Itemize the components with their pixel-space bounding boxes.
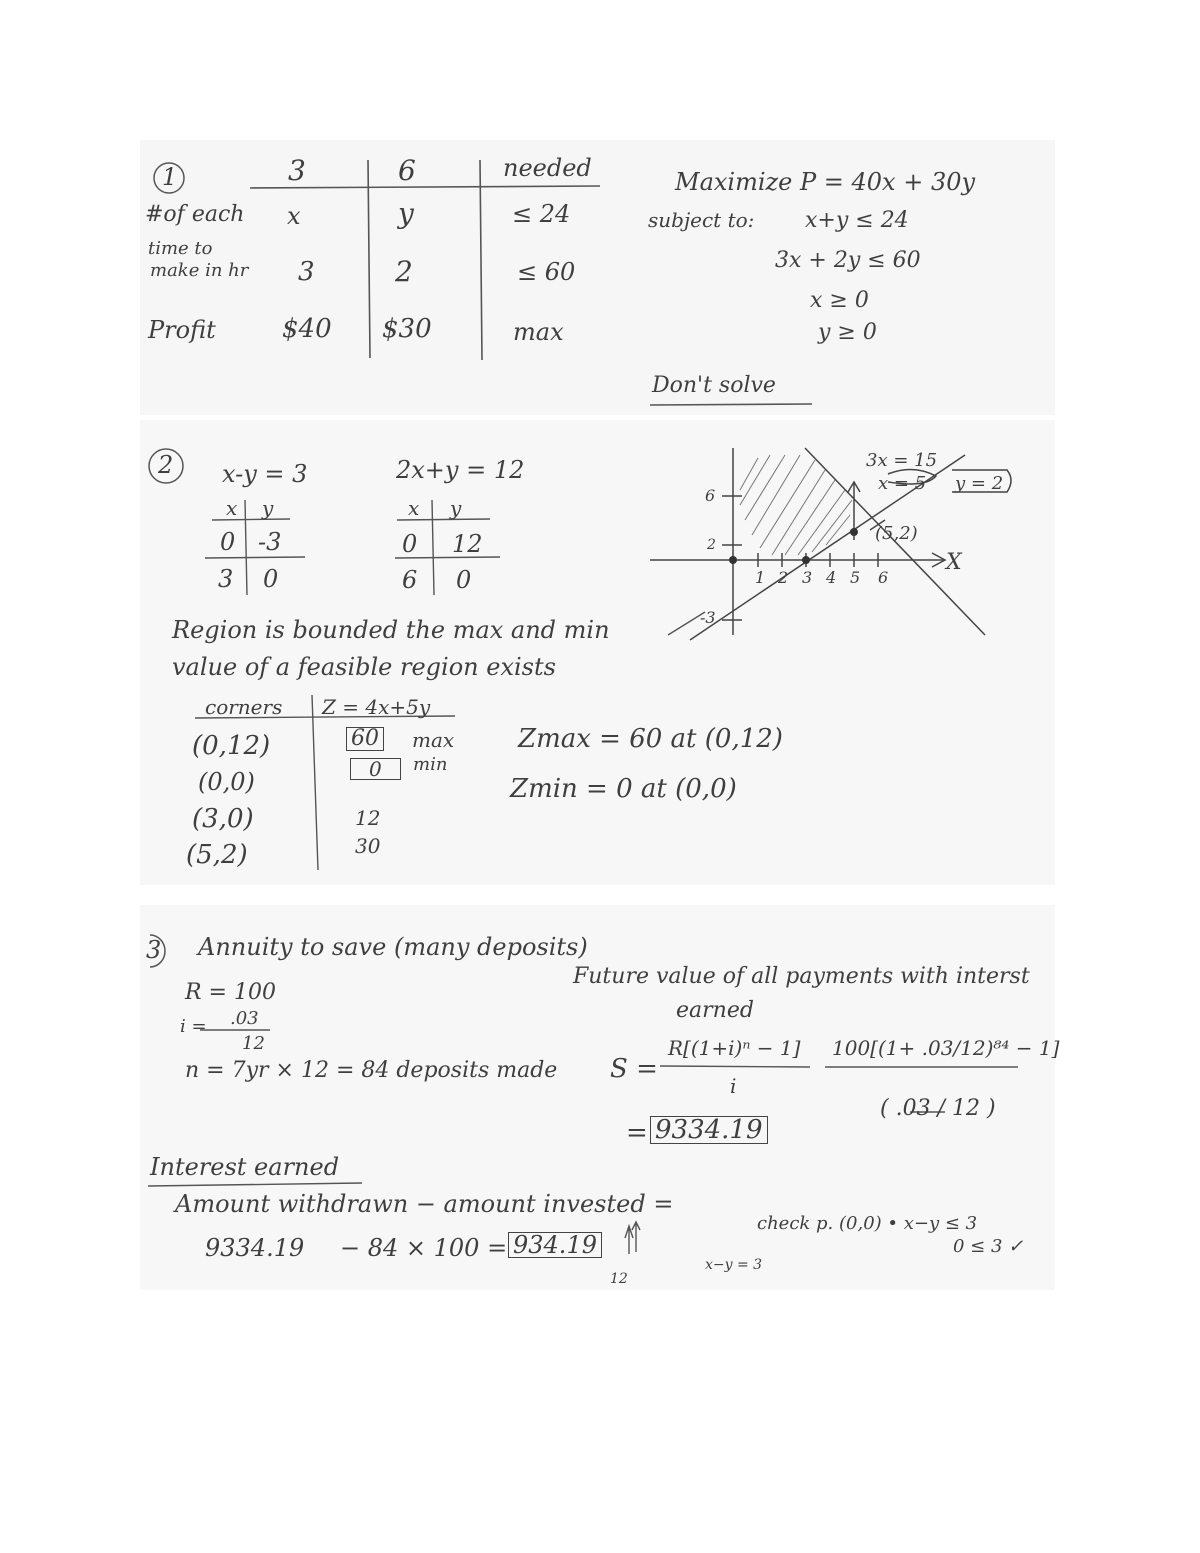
p1-col-needed: needed xyxy=(503,154,592,182)
p1-row1-a: x xyxy=(287,202,301,230)
p1-col-a: 3 xyxy=(288,154,306,187)
p3-i-bottom: 12 xyxy=(242,1033,265,1054)
zmin-line: Zmin = 0 at (0,0) xyxy=(510,774,737,804)
p3-interest-calc-1: 9334.19 xyxy=(205,1234,305,1262)
graph-y-tick-neg3: -3 xyxy=(700,608,716,627)
graph-y-tick-2: 2 xyxy=(707,537,716,553)
z-header: Z = 4x+5y xyxy=(322,695,431,719)
graph-label-y2: y = 2 xyxy=(955,473,1004,494)
p3-check: check p. (0,0) • x−y ≤ 3 xyxy=(757,1213,978,1234)
p1-constraint-2: 3x + 2y ≤ 60 xyxy=(775,248,921,273)
p3-i-label: i = xyxy=(180,1016,207,1037)
p2-eq2-r1y: 12 xyxy=(452,530,483,558)
p3-interest-line: Amount withdrawn − amount invested = xyxy=(175,1190,674,1218)
p1-col-b: 6 xyxy=(398,154,416,187)
p2-eq1-r2x: 3 xyxy=(218,565,234,593)
p2-eq2-r2y: 0 xyxy=(456,566,472,594)
p2-eq1: x-y = 3 xyxy=(222,460,308,488)
p3-formula-num: R[(1+i)ⁿ − 1] xyxy=(668,1036,801,1060)
graph-label-x5: x = 5 xyxy=(878,473,927,494)
p3-sub-num: 100[(1+ .03/12)⁸⁴ − 1] xyxy=(832,1036,1060,1060)
corner-point-3: (3,0) xyxy=(192,804,254,834)
p1-constraint-4: y ≥ 0 xyxy=(818,320,877,345)
p1-constraint-3: x ≥ 0 xyxy=(810,288,869,313)
corner-z-1: 60 xyxy=(346,727,384,751)
p1-row3-needed: max xyxy=(513,318,564,346)
p1-row1-b: y xyxy=(398,197,414,230)
p2-eq1-r1y: -3 xyxy=(258,528,282,556)
corner-z-4: 30 xyxy=(355,834,381,858)
p3-title: Annuity to save (many deposits) xyxy=(198,933,588,961)
corner-point-4: (5,2) xyxy=(186,840,248,870)
p2-eq1-r2y: 0 xyxy=(263,565,279,593)
p2-eq1-r1x: 0 xyxy=(220,528,236,556)
p1-number: 1 xyxy=(162,163,178,191)
p2-eq2-hy: y xyxy=(450,496,462,520)
corner-tag-2: min xyxy=(413,754,448,775)
graph-x-tick-3: 3 xyxy=(802,568,813,587)
p1-row2-label-1: time to xyxy=(148,238,213,259)
graph-x-tick-2: 2 xyxy=(778,568,789,587)
p2-eq2-r2x: 6 xyxy=(402,566,418,594)
corner-z-3: 12 xyxy=(355,806,381,830)
graph-x-tick-6: 6 xyxy=(878,568,889,587)
graph-x-tick-5: 5 xyxy=(850,568,861,587)
corner-point-2: (0,0) xyxy=(198,768,255,796)
p1-row1-label: #of each xyxy=(145,202,245,227)
corners-header: corners xyxy=(205,695,283,719)
p2-eq1-hx: x xyxy=(226,496,238,520)
p3-interest-heading: Interest earned xyxy=(150,1153,340,1181)
zmax-line: Zmax = 60 at (0,12) xyxy=(518,724,783,754)
graph-point-label: (5,2) xyxy=(875,523,918,544)
p3-n: n = 7yr × 12 = 84 deposits made xyxy=(185,1058,558,1083)
graph-label-3x15: 3x = 15 xyxy=(866,450,938,471)
p3-check-2: 0 ≤ 3 ✓ xyxy=(953,1236,1024,1257)
p3-r: R = 100 xyxy=(185,980,276,1005)
p3-formula-den: i xyxy=(730,1074,737,1098)
p2-eq2: 2x+y = 12 xyxy=(396,456,525,484)
region-line-1: Region is bounded the max and min xyxy=(172,616,610,644)
p3-i-top: .03 xyxy=(230,1008,259,1029)
graph-x-tick-4: 4 xyxy=(826,568,837,587)
corner-tag-1: max xyxy=(412,728,455,752)
p2-eq1-hy: y xyxy=(262,496,274,520)
p2-eq2-hx: x xyxy=(408,496,420,520)
p3-result-prefix: = xyxy=(626,1118,648,1148)
p1-row2-a: 3 xyxy=(298,257,315,287)
p1-row2-b: 2 xyxy=(395,255,413,288)
graph-y-tick-6: 6 xyxy=(705,486,716,505)
p1-row3-a: $40 xyxy=(282,314,332,344)
p2-eq2-r1x: 0 xyxy=(402,530,418,558)
p3-fv-line-2: earned xyxy=(676,998,754,1023)
p1-subject-to: subject to: xyxy=(648,208,755,232)
p3-fv-line-1: Future value of all payments with interst xyxy=(573,964,1030,989)
p1-row2-label-2: make in hr xyxy=(150,260,249,281)
p3-sub-den: ( .03 / 12 ) xyxy=(880,1096,996,1121)
p3-result: 9334.19 xyxy=(650,1116,768,1144)
p1-row3-label: Profit xyxy=(148,316,216,344)
p2-number: 2 xyxy=(158,451,174,479)
corner-z-2: 0 xyxy=(350,758,401,780)
graph-x-tick-1: 1 xyxy=(755,568,766,587)
p3-interest-result: 934.19 xyxy=(508,1232,602,1258)
p3-frag-system: x−y = 3 xyxy=(705,1257,763,1273)
corner-point-1: (0,12) xyxy=(192,731,271,761)
p3-number: 3 xyxy=(146,936,162,964)
p3-interest-calc-2: − 84 × 100 = xyxy=(340,1234,508,1262)
p3-frag-12: 12 xyxy=(610,1271,628,1287)
graph-x-axis-label: X xyxy=(946,550,962,575)
p1-constraint-1: x+y ≤ 24 xyxy=(805,208,909,233)
p3-s-label: S = xyxy=(610,1054,658,1084)
p1-row3-b: $30 xyxy=(382,314,432,344)
p1-row1-needed: ≤ 24 xyxy=(512,200,571,228)
p1-note: Don't solve xyxy=(652,373,776,398)
region-line-2: value of a feasible region exists xyxy=(172,653,556,681)
p1-objective: Maximize P = 40x + 30y xyxy=(675,168,976,196)
p1-row2-needed: ≤ 60 xyxy=(517,258,576,286)
